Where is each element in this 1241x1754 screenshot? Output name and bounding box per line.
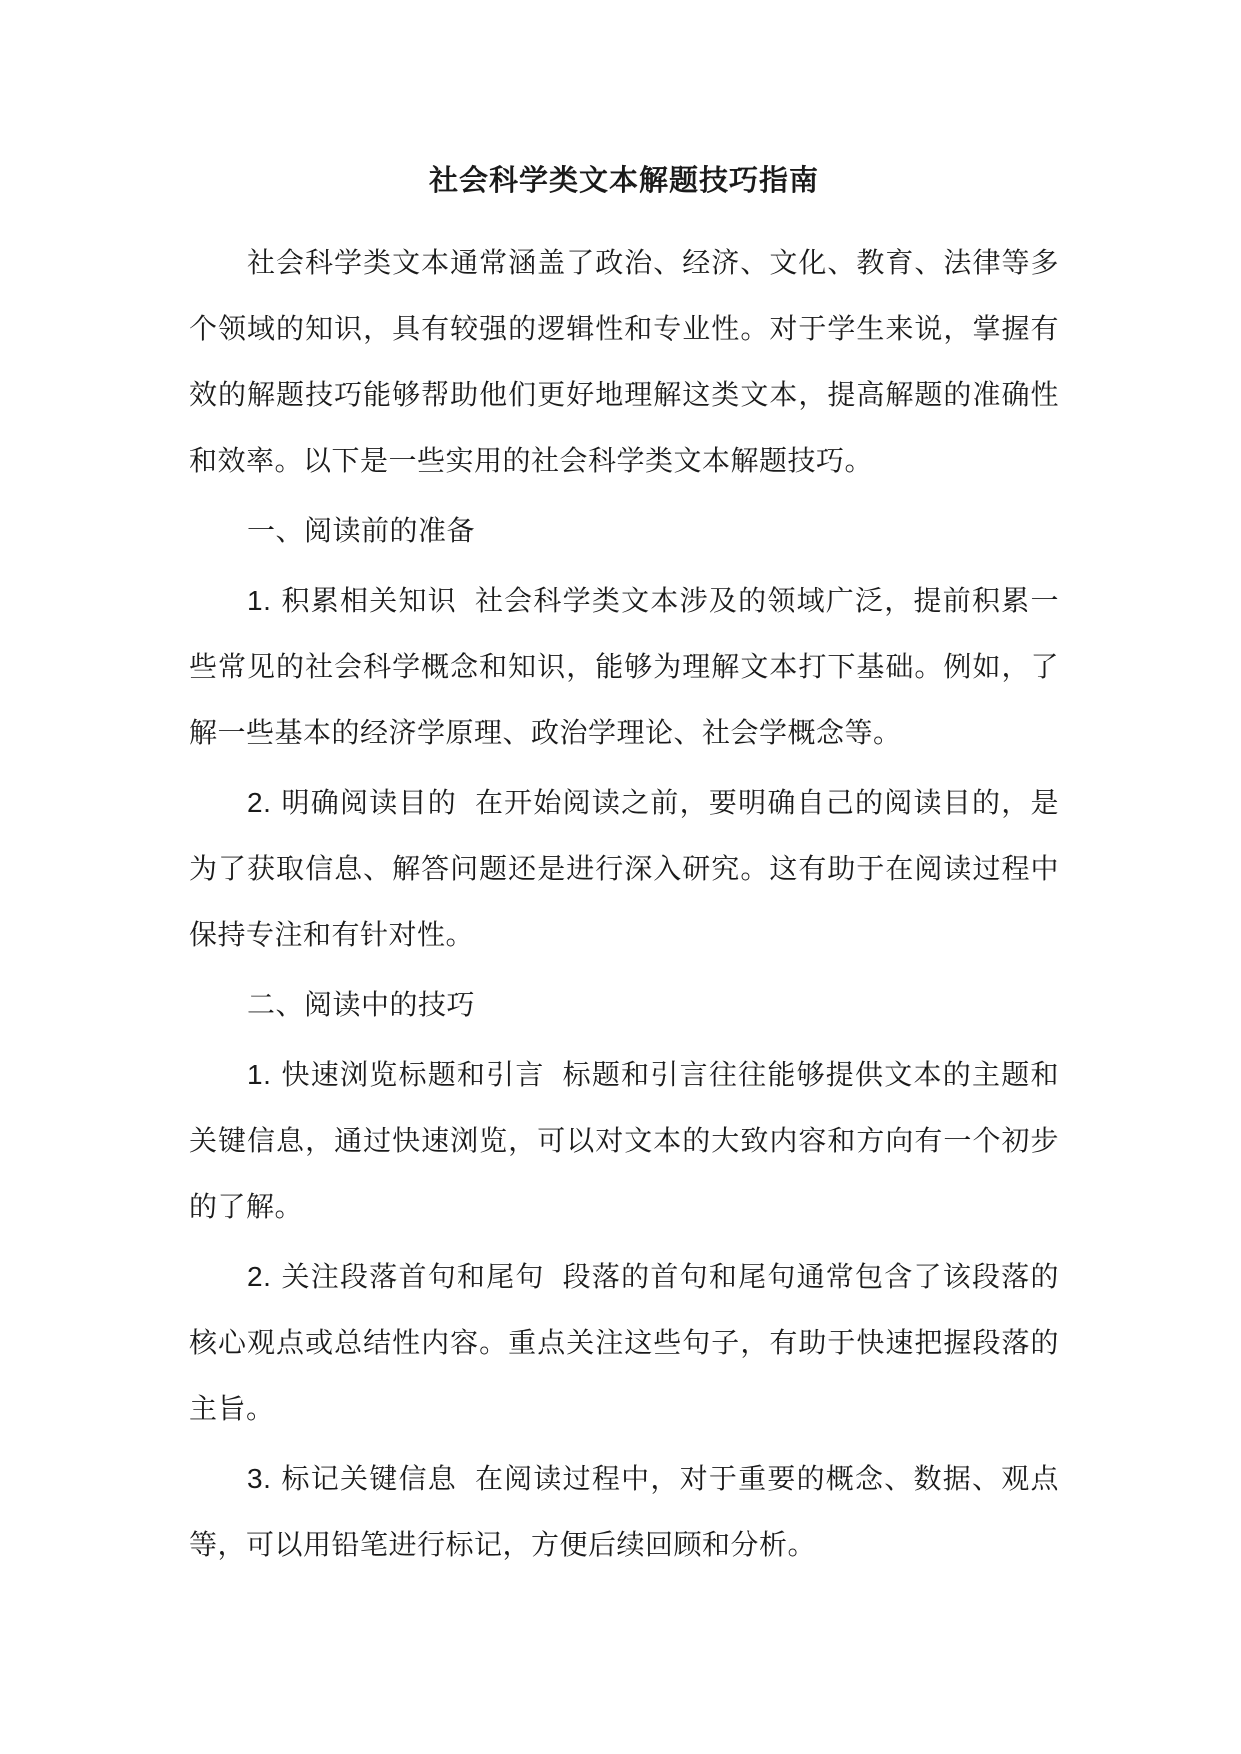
item-heading: 快速浏览标题和引言 xyxy=(281,1058,545,1091)
item-number: 1. xyxy=(247,585,272,616)
item-heading: 关注段落首句和尾句 xyxy=(281,1260,545,1293)
section2-item-3 xyxy=(189,1446,1059,1578)
item-heading: 积累相关知识 xyxy=(281,584,457,617)
item-heading: 明确阅读目的 xyxy=(281,786,457,819)
section2-item-2 xyxy=(189,1244,1059,1442)
item-number: 2. xyxy=(247,1261,272,1292)
section2-item-1 xyxy=(189,1042,1059,1240)
item-text: 标题和引言往往能够提供文本的主题和关键信息，通过快速浏览，可以对文本的大致内容和方向有一个初步的了解。 xyxy=(189,1058,1059,1223)
item-number: 2. xyxy=(247,787,272,818)
item-number: 1. xyxy=(247,1059,272,1090)
item-text: 段落的首句和尾句通常包含了该段落的核心观点或总结性内容。重点关注这些句子，有助于快速把握段落的主旨。 xyxy=(189,1260,1059,1425)
section1-heading: 一、阅读前的准备 xyxy=(247,514,476,547)
section1-item-1 xyxy=(189,568,1059,766)
item-text: 在开始阅读之前，要明确自己的阅读目的，是为了获取信息、解答问题还是进行深入研究。这有助于在阅读过程中保持专注和有针对性。 xyxy=(189,786,1059,951)
item-number: 3. xyxy=(247,1463,272,1494)
section1-item-2 xyxy=(189,770,1059,968)
section2-heading: 二、阅读中的技巧 xyxy=(247,988,476,1021)
item-heading: 标记关键信息 xyxy=(281,1462,457,1495)
item-text: 社会科学类文本涉及的领域广泛，提前积累一些常见的社会科学概念和知识，能够为理解文本打下基础。例如，了解一些基本的经济学原理、政治学理论、社会学概念等。 xyxy=(189,584,1059,749)
item-text: 在阅读过程中，对于重要的概念、数据、观点等，可以用铅笔进行标记，方便后续回顾和分析。 xyxy=(189,1462,1059,1561)
document-title: 社会科学类文本解题技巧指南 xyxy=(428,163,819,197)
intro-paragraph: 社会科学类文本通常涵盖了政治、经济、文化、教育、法律等多个领域的知识，具有较强的逻辑性和专业性。对于学生来说，掌握有效的解题技巧能够帮助他们更好地理解这类文本，提高解题的准确性和效率。以下是一些实用的社会科学类文本解题技巧。 xyxy=(189,246,1059,477)
document-page xyxy=(189,160,1059,1582)
